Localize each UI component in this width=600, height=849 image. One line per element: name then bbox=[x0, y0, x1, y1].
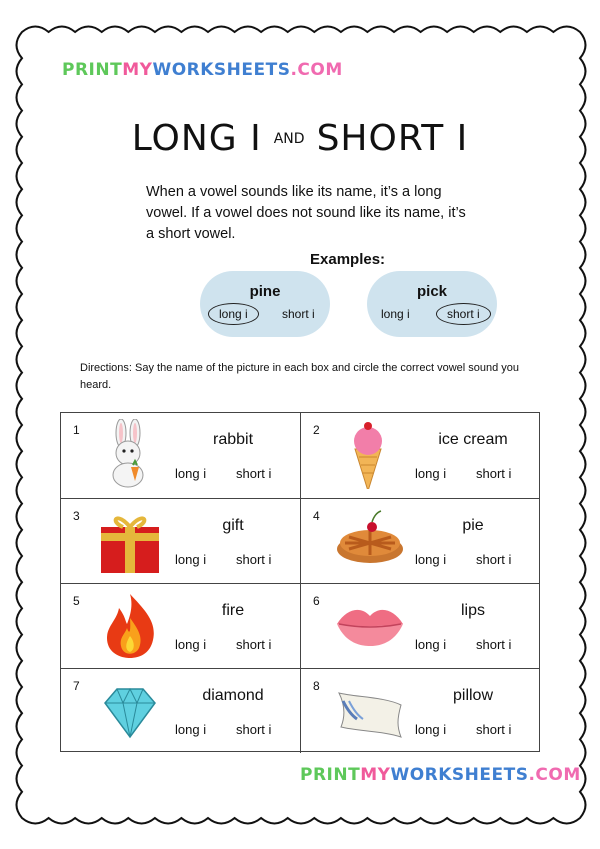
worksheet-cell bbox=[61, 498, 301, 583]
option-long-i[interactable]: long i bbox=[175, 466, 207, 481]
intro-text: When a vowel sounds like its name, it’s a long vowel. If a vowel does not sound like its name, it’s a short vowel. bbox=[146, 184, 466, 242]
option-long-i[interactable]: long i bbox=[175, 552, 207, 567]
cell-word: lips bbox=[460, 602, 485, 619]
vowel-options bbox=[175, 637, 295, 652]
worksheet-grid bbox=[60, 412, 540, 752]
worksheet-cell bbox=[61, 583, 301, 668]
logo-part-print: PRINT bbox=[62, 60, 123, 80]
example-long: long i bbox=[381, 307, 410, 321]
vowel-options bbox=[415, 552, 535, 567]
vowel-options bbox=[415, 722, 535, 737]
logo-part-worksheets: WORKSHEETS bbox=[152, 60, 291, 80]
gift-icon bbox=[95, 505, 165, 575]
option-long-i[interactable]: long i bbox=[415, 722, 447, 737]
pillow-icon bbox=[335, 675, 405, 745]
worksheet-cell bbox=[61, 668, 301, 753]
logo-part-my: MY bbox=[360, 765, 391, 785]
example-long-circled: long i bbox=[208, 303, 259, 325]
cell-number: 2 bbox=[313, 423, 320, 437]
cell-word: ice cream bbox=[438, 431, 508, 448]
option-short-i[interactable]: short i bbox=[236, 552, 272, 567]
example-short: short i bbox=[282, 307, 315, 321]
option-short-i[interactable]: short i bbox=[476, 466, 512, 481]
vowel-options bbox=[175, 466, 295, 481]
cell-word: fire bbox=[221, 602, 245, 619]
option-short-i[interactable]: short i bbox=[476, 552, 512, 567]
option-long-i[interactable]: long i bbox=[175, 637, 207, 652]
brand-logo-top bbox=[62, 60, 343, 80]
worksheet-cell bbox=[300, 498, 540, 583]
example-word: pick bbox=[416, 283, 447, 300]
example-pine bbox=[200, 271, 330, 337]
logo-part-com: .COM bbox=[528, 765, 581, 785]
lips-icon bbox=[335, 590, 405, 660]
cell-number: 1 bbox=[73, 423, 80, 437]
option-short-i[interactable]: short i bbox=[236, 722, 272, 737]
cell-word: pillow bbox=[452, 687, 493, 704]
example-word: pine bbox=[249, 283, 281, 300]
cell-number: 7 bbox=[73, 679, 80, 693]
logo-part-com: .COM bbox=[290, 60, 343, 80]
title-and: AND bbox=[273, 131, 305, 147]
worksheet-cell bbox=[61, 413, 301, 498]
vowel-options bbox=[175, 552, 295, 567]
option-short-i[interactable]: short i bbox=[236, 466, 272, 481]
option-long-i[interactable]: long i bbox=[415, 552, 447, 567]
cell-number: 8 bbox=[313, 679, 320, 693]
option-long-i[interactable]: long i bbox=[175, 722, 207, 737]
title-long: LONG I bbox=[131, 118, 262, 159]
cell-word: gift bbox=[222, 517, 244, 534]
vowel-options bbox=[415, 466, 535, 481]
logo-part-print: PRINT bbox=[300, 765, 361, 785]
rabbit-icon bbox=[95, 419, 165, 489]
option-short-i[interactable]: short i bbox=[476, 722, 512, 737]
brand-logo-bottom bbox=[300, 765, 581, 785]
cell-word: rabbit bbox=[212, 431, 254, 448]
worksheet-cell bbox=[300, 413, 540, 498]
example-pick bbox=[367, 271, 497, 337]
page-title bbox=[0, 118, 600, 159]
cell-number: 5 bbox=[73, 594, 80, 608]
cell-word: diamond bbox=[202, 687, 264, 704]
option-short-i[interactable]: short i bbox=[236, 637, 272, 652]
pie-icon bbox=[335, 505, 405, 575]
cell-number: 3 bbox=[73, 509, 80, 523]
fire-icon bbox=[95, 590, 165, 660]
worksheet-cell bbox=[300, 583, 540, 668]
diamond-icon bbox=[95, 675, 165, 745]
example-short-circled: short i bbox=[436, 303, 491, 325]
vowel-options bbox=[175, 722, 295, 737]
cell-number: 6 bbox=[313, 594, 320, 608]
option-long-i[interactable]: long i bbox=[415, 637, 447, 652]
logo-part-worksheets: WORKSHEETS bbox=[390, 765, 529, 785]
ice-cream-icon bbox=[335, 419, 405, 489]
worksheet-cell bbox=[300, 668, 540, 753]
directions-text: Directions: Say the name of the picture in each box and circle the correct vowel sound you heard. bbox=[80, 362, 520, 391]
cell-number: 4 bbox=[313, 509, 320, 523]
title-short: SHORT I bbox=[316, 118, 469, 159]
option-short-i[interactable]: short i bbox=[476, 637, 512, 652]
vowel-options bbox=[415, 637, 535, 652]
examples-label: Examples: bbox=[310, 251, 386, 268]
option-long-i[interactable]: long i bbox=[415, 466, 447, 481]
logo-part-my: MY bbox=[122, 60, 153, 80]
cell-word: pie bbox=[462, 517, 484, 534]
